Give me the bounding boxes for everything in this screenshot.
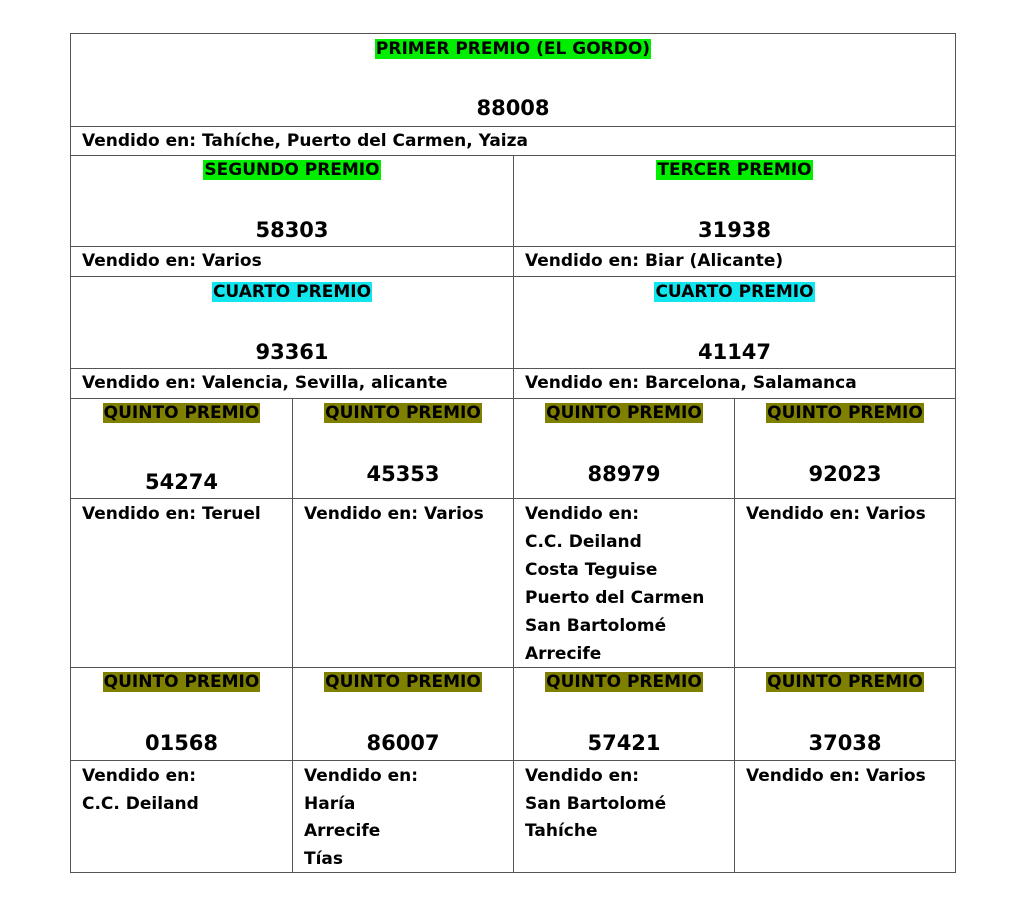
fifth-prize-sold: Vendido en: Varios [746, 504, 926, 524]
fifth-prize-sold-prefix: Vendido en: [525, 504, 640, 524]
fifth-prize-cell [514, 399, 735, 499]
fifth-prize-sold-place: Arrecife [525, 644, 602, 664]
fifth-prize-label: QUINTO PREMIO [103, 403, 260, 423]
fourth-prize-cell [514, 277, 956, 369]
second-prize-cell [71, 156, 514, 247]
fifth-prize-cell [293, 668, 514, 761]
fifth-prize-sold-place: Arrecife [304, 821, 381, 841]
fifth-prize-sold-prefix: Vendido en: [304, 766, 419, 786]
fifth-prize-sold: Vendido en: Varios [304, 504, 484, 524]
fifth-prize-sold-cell [293, 761, 514, 873]
fifth-prize-sold-place: C.C. Deiland [82, 794, 199, 814]
fifth-prize-number: 01568 [144, 731, 219, 755]
fifth-prize-sold-place: San Bartolomé [525, 616, 667, 636]
fourth-prize-sold-cell [514, 369, 956, 399]
fifth-prize-cell [735, 399, 956, 499]
fifth-prize-sold-place: Tías [304, 849, 344, 869]
fifth-prize-label: QUINTO PREMIO [103, 672, 260, 692]
third-prize-sold-cell [514, 247, 956, 277]
first-prize-cell [71, 34, 956, 127]
fifth-prize-label: QUINTO PREMIO [325, 403, 481, 423]
fifth-prize-sold-cell [293, 499, 514, 668]
fifth-prize-cell [71, 668, 293, 761]
fifth-prize-number: 86007 [366, 731, 440, 755]
fifth-prize-sold-place: Puerto del Carmen [525, 588, 705, 608]
fifth-prize-sold-place: Costa Teguise [525, 560, 658, 580]
fifth-prize-sold-place: San Bartolomé [525, 794, 667, 814]
fifth-prize-number: 45353 [366, 462, 440, 486]
fourth-prize-sold: Vendido en: Barcelona, Salamanca [525, 373, 857, 393]
fourth-prize-label: CUARTO PREMIO [212, 282, 372, 302]
third-prize-label: TERCER PREMIO [657, 160, 812, 180]
fourth-prize-number: 93361 [255, 340, 329, 364]
fifth-prize-cell [735, 668, 956, 761]
fifth-prize-sold-place: Tahíche [525, 821, 598, 841]
fifth-prize-number: 57421 [587, 731, 661, 755]
third-prize-number: 31938 [697, 218, 772, 242]
fifth-prize-number: 54274 [144, 470, 219, 494]
fifth-prize-number: 37038 [808, 731, 882, 755]
fifth-prize-label: QUINTO PREMIO [325, 672, 481, 692]
fourth-prize-cell [71, 277, 514, 369]
fourth-prize-number: 41147 [697, 340, 772, 364]
fifth-prize-number: 92023 [808, 462, 882, 486]
fifth-prize-label: QUINTO PREMIO [767, 672, 923, 692]
prize-table [70, 33, 956, 873]
fifth-prize-label: QUINTO PREMIO [546, 403, 702, 423]
fourth-prize-sold-cell [71, 369, 514, 399]
second-prize-label: SEGUNDO PREMIO [204, 160, 380, 180]
fifth-prize-sold: Vendido en: Varios [746, 766, 926, 786]
second-prize-sold: Vendido en: Varios [82, 251, 262, 271]
fifth-prize-sold-prefix: Vendido en: [82, 766, 197, 786]
fifth-prize-sold-cell [514, 499, 735, 668]
second-prize-number: 58303 [255, 218, 329, 242]
fifth-prize-sold-cell [514, 761, 735, 873]
fifth-prize-sold-cell [71, 499, 293, 668]
fifth-prize-cell [293, 399, 514, 499]
fourth-prize-sold: Vendido en: Valencia, Sevilla, alicante [82, 373, 448, 393]
fifth-prize-cell [514, 668, 735, 761]
fifth-prize-sold: Vendido en: Teruel [82, 504, 261, 524]
fifth-prize-number: 88979 [587, 462, 661, 486]
first-prize-sold: Vendido en: Tahíche, Puerto del Carmen, Yaiza [82, 131, 528, 151]
first-prize-label: PRIMER PREMIO (EL GORDO) [375, 39, 651, 59]
first-prize-number: 88008 [476, 96, 550, 120]
fifth-prize-cell [71, 399, 293, 499]
first-prize-sold-cell [71, 127, 956, 156]
fifth-prize-sold-place: Haría [304, 794, 356, 814]
fifth-prize-sold-cell [735, 499, 956, 668]
fifth-prize-label: QUINTO PREMIO [767, 403, 923, 423]
fifth-prize-sold-cell [735, 761, 956, 873]
fifth-prize-label: QUINTO PREMIO [546, 672, 702, 692]
fifth-prize-sold-place: C.C. Deiland [525, 532, 642, 552]
third-prize-cell [514, 156, 956, 247]
second-prize-sold-cell [71, 247, 514, 277]
fifth-prize-sold-cell [71, 761, 293, 873]
fifth-prize-sold-prefix: Vendido en: [525, 766, 640, 786]
third-prize-sold: Vendido en: Biar (Alicante) [525, 251, 784, 271]
fourth-prize-label: CUARTO PREMIO [655, 282, 814, 302]
